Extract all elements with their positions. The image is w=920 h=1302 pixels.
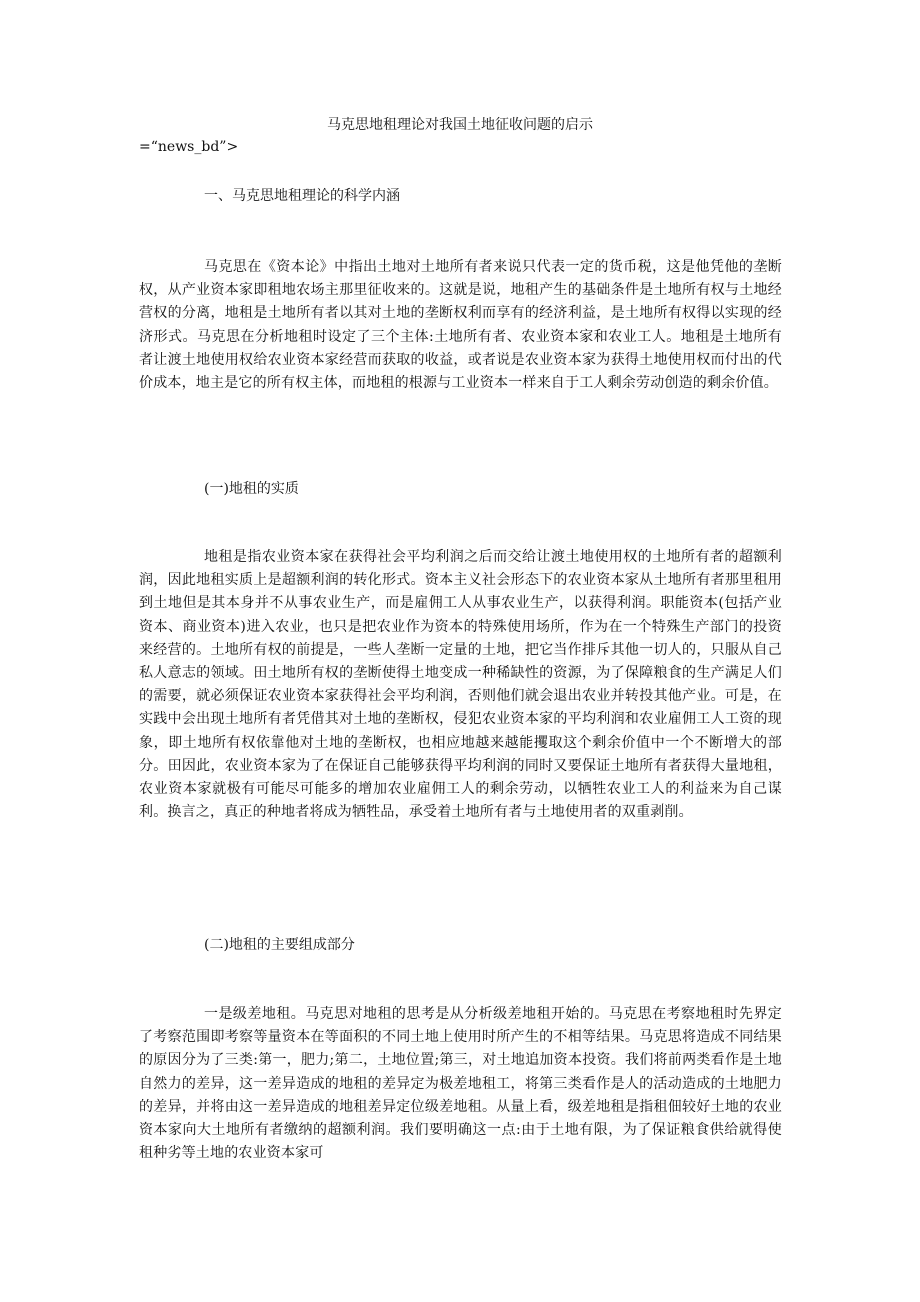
document-title: 马克思地租理论对我国土地征收问题的启示 xyxy=(327,117,593,133)
paragraph-3: 一是级差地租。马克思对地租的思考是从分析级差地租开始的。马克思在考察地租时先界定了考察范围即考察等量资本在等面积的不同土地上使用时所产生的不相等结果。马克思将造成不同结果的原因分为了三类:第一，肥力;第二，土地位置;第三，对土地追加资本投资。我们将前两类看作是土地自然力的差异，这一差异造成的地租的差异定为极差地租工，将第三类看作是人的活动造成的土地肥力的差异，并将由这一差异造成的地租差异定位级差地租。从量上看，级差地租是指租佃较好土地的农业资本家向大土地所有者缴纳的超额利润。我们要明确这一点:由于土地有限，为了保证粮食供给就得使租种劣等土地的农业资本家可 xyxy=(139,1006,782,1162)
paragraph-1: 马克思在《资本论》中指出土地对土地所有者来说只代表一定的货币税，这是他凭他的垄断权，从产业资本家即租地农场主那里征收来的。这就是说，地租产生的基础条件是土地所有权与土地经营权的分离，地租是土地所有者以其对土地的垄断权利而享有的经济利益，是土地所有权得以实现的经济形式。马克思在分析地租时设定了三个主体:土地所有者、农业资本家和农业工人。地租是土地所有者让渡土地使用权给农业资本家经营而获取的收益，或者说是农业资本家为获得土地使用权而付出的代价成本，地主是它的所有权主体，而地租的根源与工业资本一样来自于工人剩余劳动创造的剩余价值。 xyxy=(139,259,782,392)
subsection-heading-1: (一)地租的实质 xyxy=(204,481,299,497)
paragraph-2: 地租是指农业资本家在获得社会平均利润之后而交给让渡土地使用权的土地所有者的超额利润，因此地租实质上是超额利润的转化形式。资本主义社会形态下的农业资本家从土地所有者那里租用到土地但是其本身并不从事农业生产，而是雇佣工人从事农业生产，以获得利润。职能资本(包括产业资本、商业资本)进入农业，也只是把农业作为资本的特殊使用场所，作为在一个特殊生产部门的投资来经营的。土地所有权的前提是，一些人垄断一定量的土地，把它当作排斥其他一切人的，只服从自己私人意志的领域。田土地所有权的垄断使得土地变成一种稀缺性的资源，为了保障粮食的生产满足人们的需要，就必须保证农业资本家获得社会平均利润，否则他们就会退出农业并转投其他产业。可是，在实践中会出现土地所有者凭借其对土地的垄断权，侵犯农业资本家的平均利润和农业雇佣工人工资的现象，即土地所有权依靠他对土地的垄断权，也相应地越来越能攫取这个剩余价值中一个不断增大的部分。田因此，农业资本家为了在保证自己能够获得平均利润的同时又要保证土地所有者获得大量地租，农业资本家就极有可能尽可能多的增加农业雇佣工人的剩余劳动，以牺牲农业工人的利益来为自己谋利。换言之，真正的种地者将成为牺牲品，承受着土地所有者与土地使用者的双重剥削。 xyxy=(139,549,782,821)
section-heading: 一、马克思地租理论的科学内涵 xyxy=(204,188,400,204)
subsection-heading-2: (二)地租的主要组成部分 xyxy=(204,937,355,953)
stray-markup-fragment: =“news_bd”> xyxy=(139,139,239,155)
